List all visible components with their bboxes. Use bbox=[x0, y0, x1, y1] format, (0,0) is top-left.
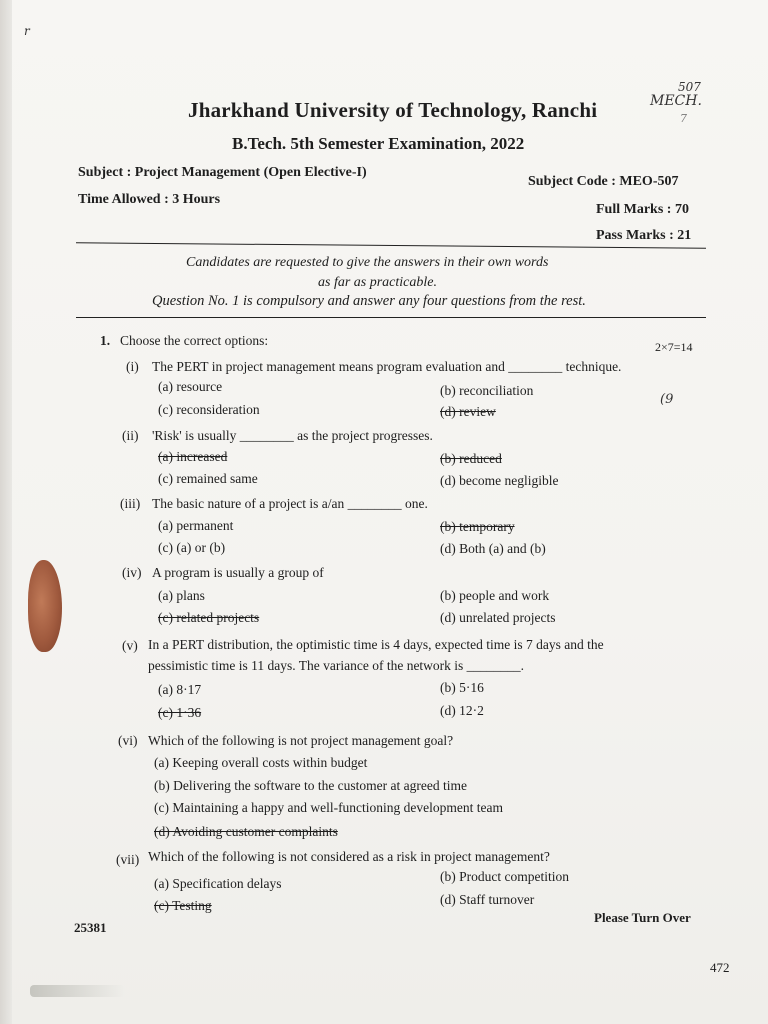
item-ii-option-c: (c) remained same bbox=[158, 471, 258, 486]
item-vi-text: Which of the following is not project management goal? bbox=[148, 733, 454, 748]
item-iii-number: (iii) bbox=[120, 496, 141, 511]
item-iv-option-d: (d) unrelated projects bbox=[440, 610, 556, 625]
time-allowed: Time Allowed : 3 Hours bbox=[78, 192, 221, 207]
item-iv-option-a: (a) plans bbox=[158, 588, 205, 603]
exam-title: B.Tech. 5th Semester Examination, 2022 bbox=[232, 134, 525, 153]
item-vi-number: (vi) bbox=[118, 733, 138, 748]
item-iii-option-a: (a) permanent bbox=[158, 518, 234, 533]
item-iv-option-b: (b) people and work bbox=[440, 588, 550, 603]
item-iii-option-d: (d) Both (a) and (b) bbox=[440, 541, 546, 556]
item-iii-option-b: (b) temporary bbox=[440, 519, 515, 534]
instruction-line-1: Candidates are requested to give the answers in their own words bbox=[186, 255, 549, 270]
item-v-text-2: pessimistic time is 11 days. The variance of the network is ________. bbox=[148, 658, 525, 673]
scan-smudge bbox=[30, 985, 125, 997]
university-name: Jharkhand University of Technology, Ranchi bbox=[188, 98, 598, 122]
full-marks: Full Marks : 70 bbox=[596, 202, 689, 217]
paper-code: 25381 bbox=[74, 920, 107, 935]
instruction-line-2: as far as practicable. bbox=[318, 275, 437, 290]
item-v-option-d: (d) 12·2 bbox=[440, 703, 484, 718]
item-ii-text: 'Risk' is usually ________ as the project progresses. bbox=[152, 428, 433, 443]
item-ii-option-d: (d) become negligible bbox=[440, 473, 559, 488]
question-marks: 2×7=14 bbox=[655, 340, 693, 354]
item-vii-option-a: (a) Specification delays bbox=[154, 876, 282, 891]
item-iv-option-c: (c) related projects bbox=[158, 610, 260, 625]
item-iii-option-c: (c) (a) or (b) bbox=[158, 540, 226, 555]
item-vi-option-d: (d) Avoiding customer complaints bbox=[154, 824, 338, 839]
item-v-number: (v) bbox=[122, 638, 138, 653]
item-ii-option-a: (a) increased bbox=[158, 449, 228, 464]
item-iii-text: The basic nature of a project is a/an ________ one. bbox=[152, 496, 428, 511]
item-i-option-b: (b) reconciliation bbox=[440, 383, 534, 398]
margin-scribble: 7 bbox=[680, 112, 687, 125]
item-vii-number: (vii) bbox=[116, 852, 140, 867]
item-i-option-a: (a) resource bbox=[158, 379, 223, 394]
item-vii-option-b: (b) Product competition bbox=[440, 869, 569, 884]
item-ii-number: (ii) bbox=[122, 428, 139, 443]
question-text: Choose the correct options: bbox=[120, 333, 269, 348]
item-vii-text: Which of the following is not considered as a risk in project management? bbox=[148, 849, 550, 864]
item-iv-text: A program is usually a group of bbox=[152, 565, 324, 580]
margin-branch: MECH. bbox=[650, 93, 702, 109]
please-turn-over: Please Turn Over bbox=[594, 910, 691, 925]
item-ii-option-b: (b) reduced bbox=[440, 451, 502, 466]
item-vii-option-c: (c) Testing bbox=[154, 898, 212, 913]
item-v-option-b: (b) 5·16 bbox=[440, 680, 484, 695]
margin-code: 507 bbox=[678, 80, 701, 94]
pass-marks: Pass Marks : 21 bbox=[596, 228, 692, 243]
item-i-text: The PERT in project management means program evaluation and ________ technique. bbox=[152, 359, 622, 374]
item-vii-option-d: (d) Staff turnover bbox=[440, 892, 535, 907]
item-i-option-d: (d) review bbox=[440, 404, 496, 419]
item-vi-option-b: (b) Delivering the software to the customer at agreed time bbox=[154, 778, 468, 793]
thumb-shadow bbox=[28, 560, 62, 652]
score-note: (9 bbox=[660, 392, 674, 407]
item-i-number: (i) bbox=[126, 359, 139, 374]
item-v-option-c: (c) 1·36 bbox=[158, 705, 202, 720]
item-v-text-1: In a PERT distribution, the optimistic time is 4 days, expected time is 7 days and the bbox=[148, 637, 604, 652]
instruction-rule bbox=[76, 317, 706, 318]
question-number: 1. bbox=[100, 333, 111, 348]
subject-line: Subject : Project Management (Open Elective-I) bbox=[78, 165, 367, 180]
item-vi-option-c: (c) Maintaining a happy and well-functioning development team bbox=[154, 800, 504, 815]
subject-code: Subject Code : MEO-507 bbox=[528, 174, 679, 189]
page-number: 472 bbox=[710, 960, 730, 975]
item-i-option-c: (c) reconsideration bbox=[158, 402, 260, 417]
instruction-line-3: Question No. 1 is compulsory and answer any four questions from the rest. bbox=[152, 293, 586, 309]
item-iv-number: (iv) bbox=[122, 565, 142, 580]
item-v-option-a: (a) 8·17 bbox=[158, 682, 202, 697]
corner-mark: r bbox=[24, 24, 30, 38]
item-vi-option-a: (a) Keeping overall costs within budget bbox=[154, 755, 368, 770]
